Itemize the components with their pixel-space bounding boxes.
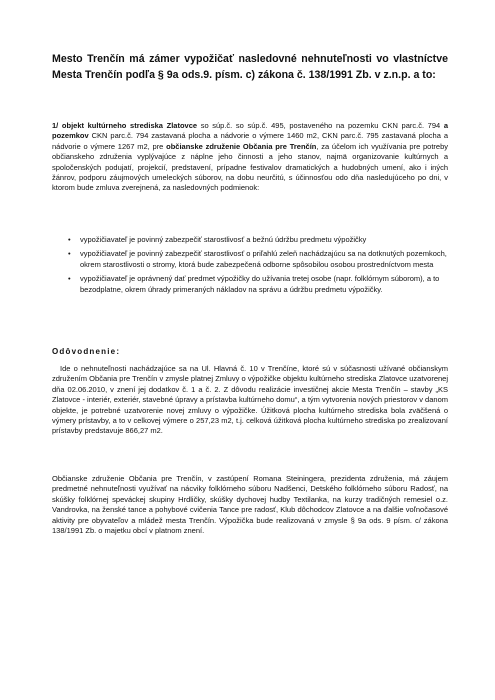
item-1-text-c: , za účelom ich využívania pre potreby občianskeho združenia vyplývajúce z náplne jeho činnosti a jeho stanov, najmä organizovanie kultúrnych a spoločenských podujatí, projekcií, predstavení, prípadne festivalov dramatických a hudobných umení, ako i iných žánrov, podporu záujmových umeleckých súborov, na dobu neurčitú, s účinnosťou odo dňa nasledujúceho po dni, v ktorom bude zmluva zverejnená, za nasledovných podmienok: (52, 141, 449, 193)
condition-text: vypožičiavateľ je povinný zabezpečiť starostlivosť a bežnú údržbu predmetu výpožičky (80, 235, 367, 244)
item-1-paragraph (52, 121, 448, 194)
condition-text: vypožičiavateľ je oprávnený dať predmet výpožičky do užívania tretej osobe (napr. folklórnym súborom), a to bezodplatne, okrem úhrady primeraných nákladov na správu a údržbu predmetu výpožičky. (80, 274, 440, 294)
document-heading: Mesto Trenčín má zámer vypožičať nasledovné nehnuteľnosti vo vlastníctve Mesta Trenčín podľa § 9a ods.9. písm. c) zákona č. 138/1991 Zb. v z.n.p. a to: (52, 53, 448, 81)
item-1-text-b: CKN parc.č. 794 zastavaná plocha a nádvorie o výmere 1460 m2, CKN parc.č. 795 zastavaná plocha a nádvorie o výmere 1267 m2, pre (52, 131, 448, 151)
reasoning-title: Odôvodnenie: (52, 347, 121, 356)
reasoning-paragraph: Ide o nehnuteľnosti nachádzajúce sa na Ul. Hlavná č. 10 v Trenčíne, ktoré sú v súčasnosti užívané občianskym združením Občania pre Trenčín v zmysle platnej Zmluvy o výpožičke objektu kultúrneho strediska Zlatovce uzatvorenej dňa 02.06.2010, v znení jej dodatkov č. 1 a č. 2. Z dôvodu realizácie investičnej akcie Mesta Trenčín – stavby „KS Zlatovce - interiér, exteriér, stavebné úpravy a prístavba kultúrneho domu“, a tým vytvorenia nových priestorov v danom objekte, je potrebné uzatvorenie novej zmluvy o výpožičke. Úžitková plocha kultúrneho strediska bola zväčšená o výmery prístavby, a to v celkovej výmere o 257,23 m2, t.j. celková úžitková plocha kultúrneho strediska po zrealizovaní prístavby predstavuje 866,27 m2. (52, 364, 448, 436)
item-1-label-c: občianske združenie Občania pre Trenčín (166, 141, 317, 151)
bullet-icon: • (68, 249, 71, 259)
bullet-icon: • (68, 235, 71, 244)
condition-item (52, 235, 448, 245)
condition-item (52, 274, 448, 295)
item-1-label-b: a pozemkov (52, 121, 449, 141)
conditions-list (52, 235, 448, 299)
reasoning-paragraph: Občianske združenie Občania pre Trenčín, v zastúpení Romana Steiningera, prezidenta združenia, má záujem predmetné nehnuteľnosti využívať na nácviky folklórneho súboru Nadšenci, Detského folklórneho súboru Radosť, na skúšky folklórnej speváckej skupiny Hrdličky, skúšky dychovej hudby Textilanka, na kurzy tradičných remesiel o.z. Vandrovka, na ženské tance a pohybové cvičenia Tance pre radosť, Klub dôchodcov Zlatovce a na ďalšie voľnočasové aktivity pre obyvateľov a mládež mesta Trenčín. Výpožička bude realizovaná v zmysle § 9a ods. 9 písm. c/ zákona 138/1991 Zb. o majetku obcí v platnom znení. (52, 474, 448, 536)
item-1-label: 1/ objekt kultúrneho strediska Zlatovce (52, 121, 198, 130)
bullet-icon: • (68, 274, 71, 284)
condition-item (52, 249, 448, 270)
condition-text: vypožičiavateľ je povinný zabezpečiť starostlivosť o priľahlú zeleň nachádzajúcu sa na dotknutých pozemkoch, okrem starostlivosti o stromy, ktorá bude zabezpečená odborne spôsobilou osobou prostredníctvom mesta (80, 249, 447, 269)
item-1-text-a: so súp.č. so súp.č. 495, postaveného na pozemku CKN parc.č. 794 (197, 121, 444, 130)
